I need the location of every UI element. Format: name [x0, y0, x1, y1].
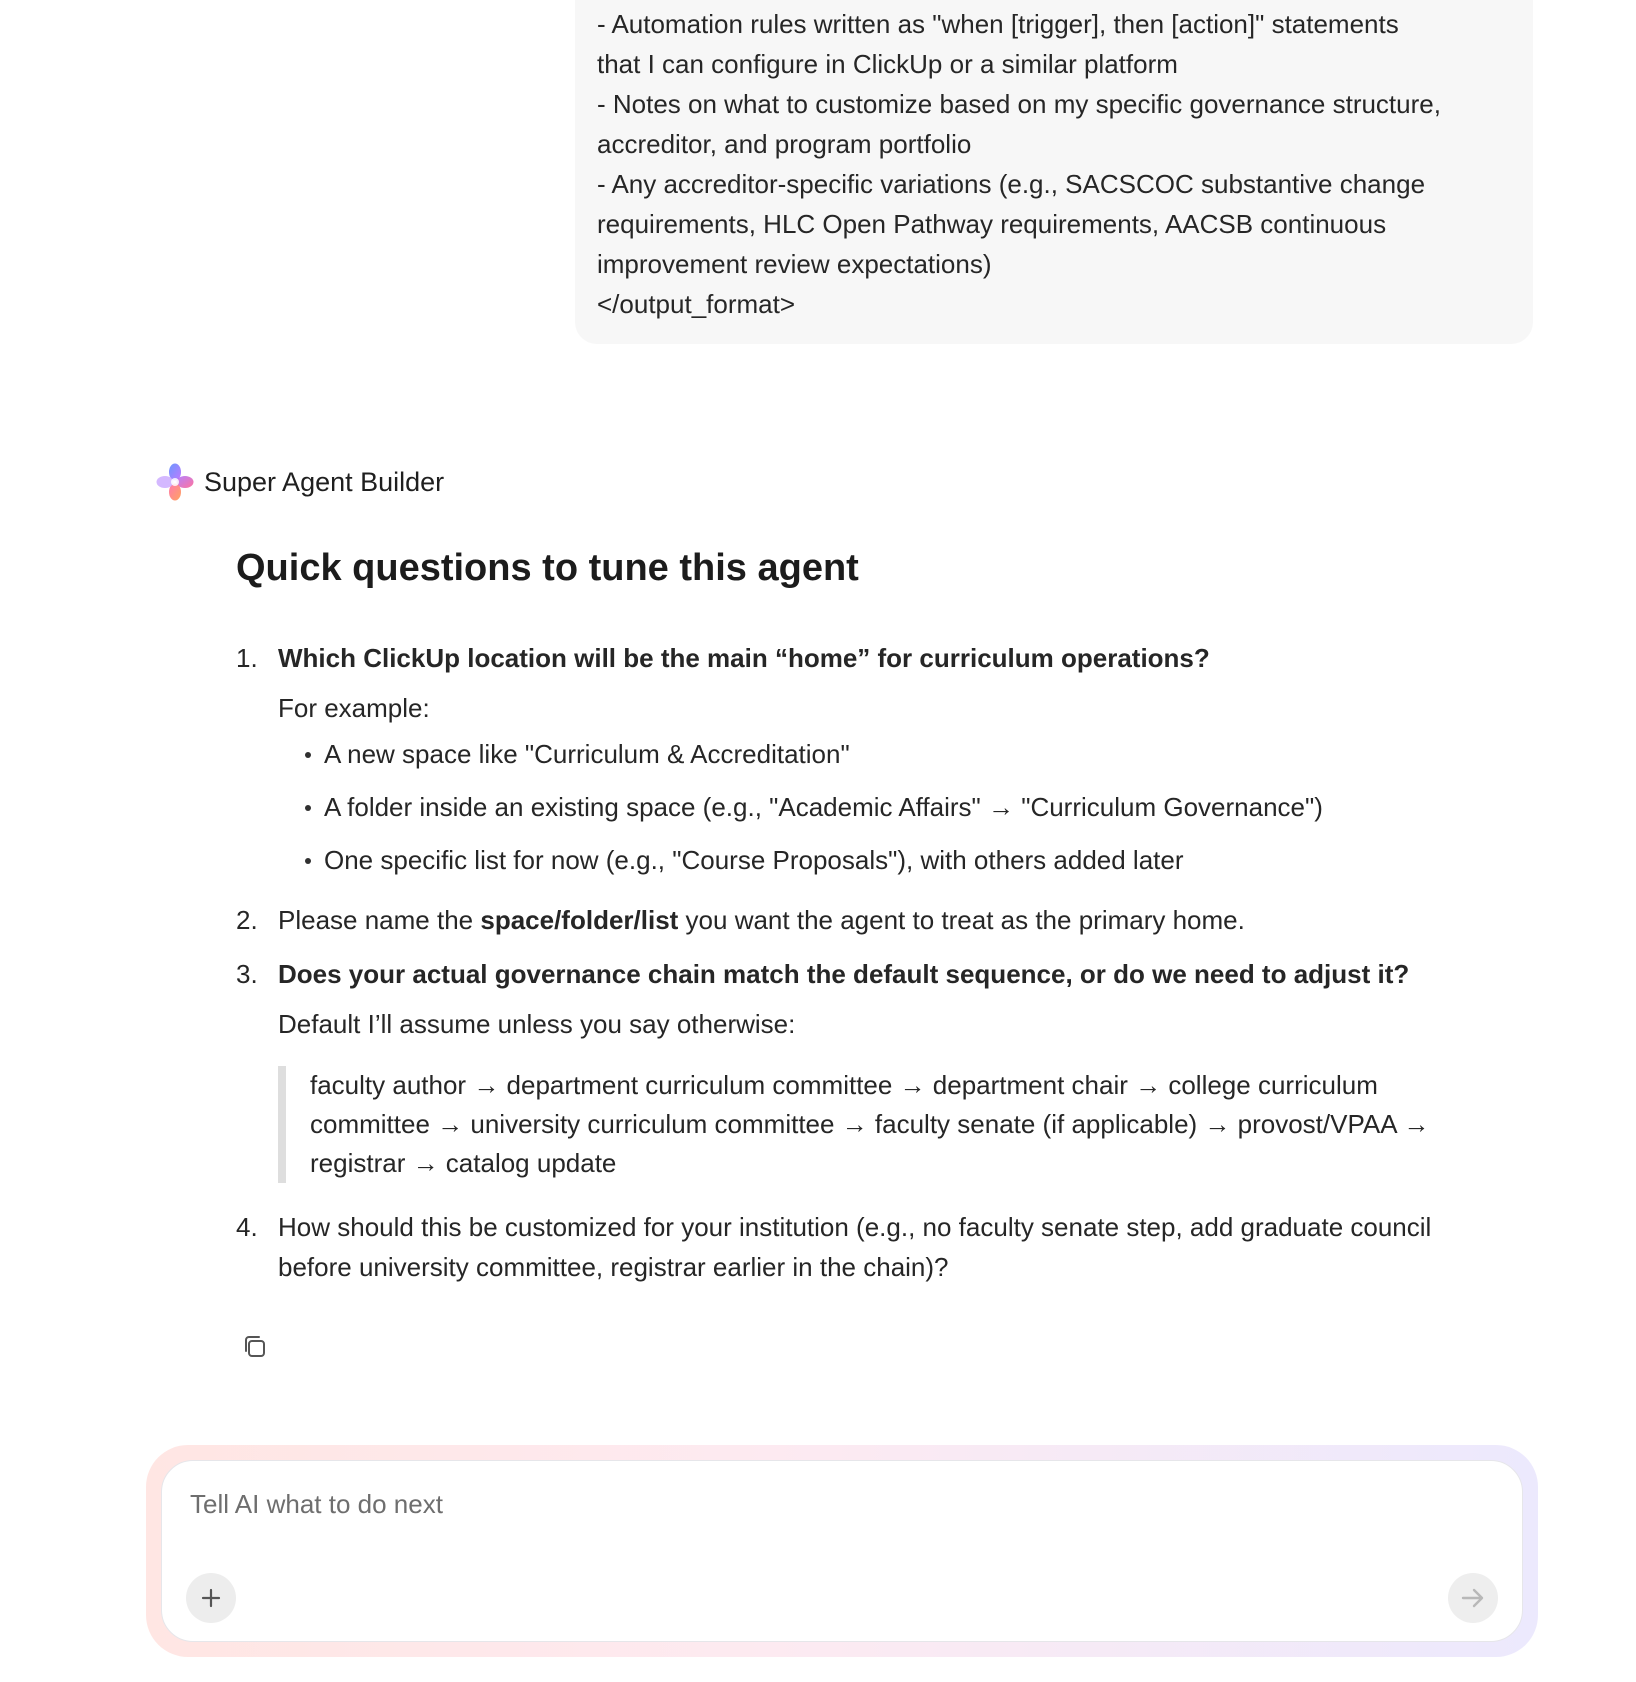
- agent-response: [236, 540, 1536, 1287]
- example-list: [278, 734, 1536, 880]
- plus-icon: [199, 1586, 223, 1610]
- agent-name: Super Agent Builder: [204, 466, 445, 497]
- question-number: 4.: [236, 1212, 258, 1242]
- quote-line: faculty author → department curriculum committee → department chair → college curriculum: [310, 1070, 1378, 1100]
- sparkle-flower-icon: [156, 463, 194, 501]
- user-message-line: accreditor, and program portfolio: [597, 129, 972, 159]
- user-message-line: - Automation rules written as "when [trigger], then [action]" statements: [597, 9, 1399, 39]
- list-item: A new space like "Curriculum & Accreditation": [278, 734, 1536, 774]
- question-item-3: [236, 954, 1536, 994]
- question-text-part: Please name the: [278, 905, 481, 935]
- user-message-bubble: [575, 0, 1533, 344]
- question-1-details: [236, 688, 1536, 880]
- send-button[interactable]: [1448, 1573, 1498, 1623]
- list-item: A folder inside an existing space (e.g., "Academic Affairs" → "Curriculum Governance"): [278, 787, 1536, 827]
- quote-line: registrar → catalog update: [310, 1148, 617, 1178]
- user-message-line: that I can configure in ClickUp or a similar platform: [597, 49, 1178, 79]
- arrow-right-icon: [1459, 1584, 1487, 1612]
- list-item: One specific list for now (e.g., "Course Proposals"), with others added later: [278, 840, 1536, 880]
- agent-header: [156, 463, 444, 501]
- question-item-2: [236, 900, 1536, 940]
- question-item-1: [236, 638, 1536, 678]
- question-text: Which ClickUp location will be the main “home” for curriculum operations?: [278, 643, 1210, 673]
- question-text-line: before university committee, registrar earlier in the chain)?: [278, 1252, 949, 1282]
- question-3-details: [236, 1004, 1536, 1183]
- add-attachment-button[interactable]: [186, 1573, 236, 1623]
- user-message-line: - Any accreditor-specific variations (e.g., SACSCOC substantive change: [597, 169, 1426, 199]
- composer: [161, 1460, 1523, 1642]
- prompt-input[interactable]: [190, 1489, 1390, 1520]
- user-message-line: improvement review expectations): [597, 249, 992, 279]
- user-message-line: </output_format>: [597, 289, 796, 319]
- question-number: 1.: [236, 643, 258, 673]
- question-subtext: Default I’ll assume unless you say otherwise:: [278, 1009, 796, 1039]
- default-chain-quote: [278, 1066, 1536, 1183]
- copy-button[interactable]: [238, 1330, 272, 1364]
- user-message-line: requirements, HLC Open Pathway requirements, AACSB continuous: [597, 209, 1387, 239]
- question-item-4: [236, 1207, 1536, 1287]
- copy-icon: [241, 1333, 269, 1361]
- quote-line: committee → university curriculum committee → faculty senate (if applicable) → provost/VPAA →: [310, 1109, 1430, 1139]
- question-text-part: you want the agent to treat as the primary home.: [678, 905, 1245, 935]
- question-text: Does your actual governance chain match the default sequence, or do we need to adjust it?: [278, 959, 1410, 989]
- user-message-line: - Notes on what to customize based on my specific governance structure,: [597, 89, 1441, 119]
- question-subtext: For example:: [278, 693, 430, 723]
- question-text-line: How should this be customized for your institution (e.g., no faculty senate step, add graduate council: [278, 1212, 1432, 1242]
- question-number: 3.: [236, 959, 258, 989]
- question-text-bold: space/folder/list: [480, 905, 679, 935]
- response-title: Quick questions to tune this agent: [236, 547, 859, 589]
- question-number: 2.: [236, 905, 258, 935]
